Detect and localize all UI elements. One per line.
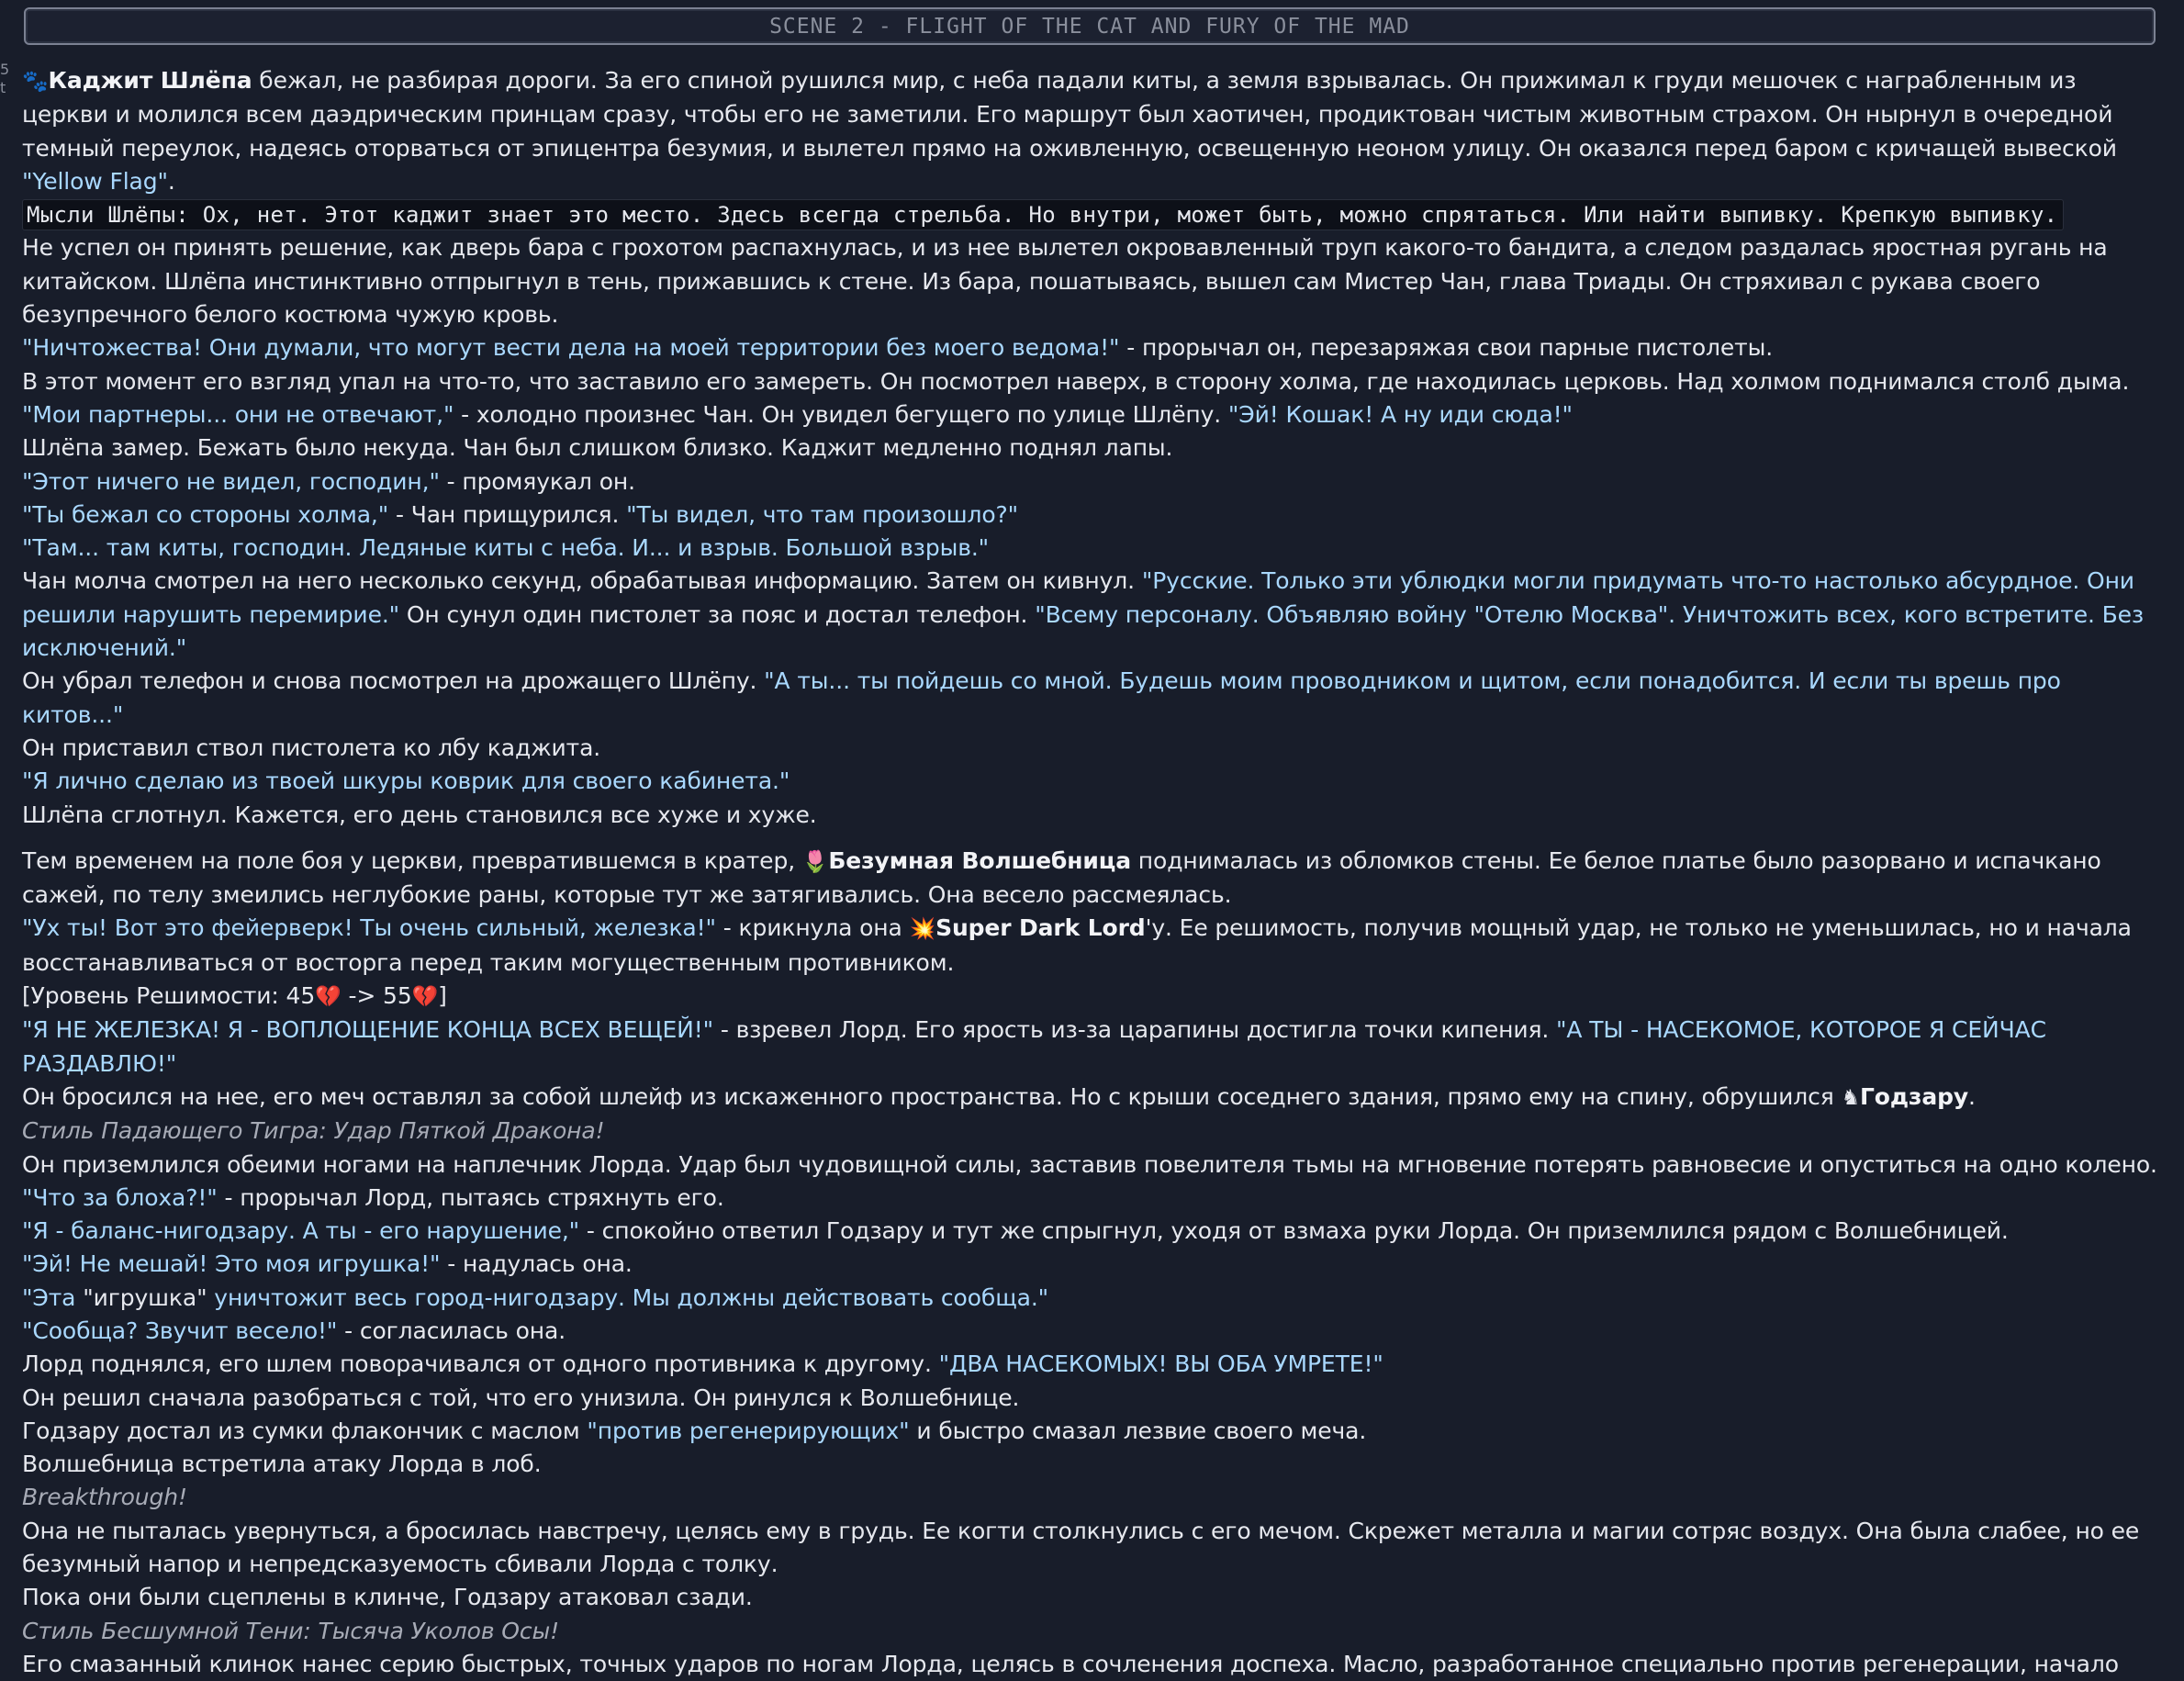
narration: - промяукал он. [439, 467, 635, 495]
technique-line: Стиль Падающего Тигра: Удар Пяткой Дракона! [22, 1117, 605, 1145]
narration-line: Он решил сначала разобраться с той, что его унизила. Он ринулся к Волшебнице. [22, 1384, 1020, 1411]
dialogue-line [22, 1348, 2159, 1381]
narration: Он бросился на нее, его меч оставлял за собой шлейф из искаженного пространства. Но с крыши соседнего здания, прямо ему на спину, обрушился [22, 1082, 1842, 1110]
narration: - надулась она. [440, 1250, 633, 1278]
dialogue: "Мои партнеры... они не отвечают," [22, 400, 454, 428]
dialogue-line [22, 912, 2159, 980]
narration-paragraph: Не успел он принять решение, как дверь бара с грохотом распахнулась, и из нее вылетел окровавленный труп какого-то бандита, а следом раздалась яростная ругань на китайском. Шлёпа инстинктивно отпрыгнул в тень, прижавшись к стене. Из бара, пошатываясь, вышел сам Мистер Чан, глава Триады. Он стряхивал с рукава своего безупречного белого костюма чужую кровь. [22, 234, 2108, 329]
technique-line: Стиль Бесшумной Тени: Тысяча Уколов Осы! [22, 1617, 559, 1644]
dialogue: "Эй! Кошак! А ну иди сюда!" [1227, 400, 1573, 428]
narration: бежал, не разбирая дороги. За его спиной рушился мир, с неба падали киты, а земля взрывалась. Он прижимал к груди мешочек с награбленным из церкви и молился всем даэдрическим принцам сразу, чтобы его не заметили. Его маршрут был хаотичен, продиктован чистым животным страхом. Он нырнул в очередной темный переулок, надеясь оторваться от эпицентра безумия, и вылетел прямо на оживленную, освещенную неоном улицу. Он оказался перед баром с кричащей вывеской [22, 67, 2117, 162]
broken-heart-icon: 💔 [411, 985, 439, 1010]
character-name: Super Dark Lord [935, 914, 1146, 942]
paw-icon: 🐾 [22, 70, 49, 94]
narration-line: Шлёпа замер. Бежать было некуда. Чан был слишком близко. Каджит медленно поднял лапы. [22, 434, 1173, 462]
dialogue: "Русские. Только эти ублюдки могли придумать что-то настолько абсурдное. Они решили нарушить перемирие." [22, 567, 2134, 628]
narration-line: Он приземлился обеими ногами на наплечник Лорда. Удар был чудовищной силы, заставив повелителя тьмы на мгновение потерять равновесие и опуститься на одно колено. [22, 1150, 2157, 1178]
gutter-marks [0, 61, 10, 116]
narration-line: Пока они были сцеплены в клинче, Годзару атаковал сзади. [22, 1584, 753, 1611]
dialogue-line [22, 565, 2159, 665]
dialogue-line [22, 1215, 2159, 1248]
narration-paragraph [22, 845, 2159, 913]
narration: 'у. Ее решимость, получив мощный удар, не только не уменьшилась, но и начала восстанавливаться от восторга перед таким могущественным противником. [22, 914, 2132, 976]
narration: Лорд поднялся, его шлем поворачивался от одного противника к другому. [22, 1350, 939, 1378]
dialogue: "А ТЫ - НАСЕКОМОЕ, КОТОРОЕ Я СЕЙЧАС РАЗДАВЛЮ!" [22, 1016, 2046, 1077]
narration: - согласилась она. [337, 1317, 566, 1344]
dialogue: "Ничтожества! Они думали, что могут вести дела на моей территории без моего ведома!" [22, 334, 1120, 362]
dialogue-line [22, 1315, 2159, 1348]
dialogue-line [22, 331, 2159, 364]
dialogue: "Сообща? Звучит весело!" [22, 1317, 338, 1344]
narration-line: Шлёпа сглотнул. Кажется, его день становился все хуже и хуже. [22, 801, 817, 828]
narration: - прорычал он, перезаряжая свои парные пистолеты. [1119, 334, 1774, 362]
thought-line [22, 198, 2159, 231]
narration: Он убрал телефон и снова посмотрел на дрожащего Шлёпу. [22, 667, 765, 695]
character-thought: Мысли Шлёпы: Ох, нет. Этот каджит знает это место. Здесь всегда стрельба. Но внутри, может быть, можно спрятаться. Или найти выпивку. Крепкую выпивку. [22, 199, 2064, 230]
dialogue: "Эй! Не мешай! Это моя игрушка!" [22, 1250, 441, 1278]
narration-line: Волшебница встретила атаку Лорда в лоб. [22, 1451, 542, 1478]
narration-line: В этот момент его взгляд упал на что-то, что заставило его замереть. Он посмотрел наверх, в сторону холма, где находилась церковь. Над холмом поднимался столб дыма. [22, 367, 2130, 395]
narration: Он сунул один пистолет за пояс и достал телефон. [399, 600, 1036, 628]
dialogue: "Я НЕ ЖЕЛЕЗКА! Я - ВОПЛОЩЕНИЕ КОНЦА ВСЕХ ВЕЩЕЙ!" [22, 1016, 714, 1044]
dialogue: "Ты видел, что там произошло?" [626, 500, 1019, 528]
resolve-status [22, 980, 2159, 1014]
dialogue-line [22, 765, 2159, 798]
narration: . [167, 167, 175, 195]
dialogue: "Я лично сделаю из твоей шкуры коврик для своего кабинета." [22, 768, 790, 795]
dialogue-line [22, 465, 2159, 499]
dialogue: "Ух ты! Вот это фейерверк! Ты очень сильный, железка!" [22, 914, 716, 942]
dialogue: "А ты... ты пойдешь со мной. Будешь моим проводником и щитом, если понадобится. И если ты врешь про китов..." [22, 667, 2061, 728]
dialogue: уничтожит весь город-нигодзару. Мы должны действовать сообща." [207, 1283, 1049, 1311]
dialogue: "Всему персоналу. Объявляю войну "Отелю Москва". Уничтожить всех, кого встретите. Без исключений." [22, 600, 2145, 662]
narration: и быстро смазал лезвие своего меча. [909, 1417, 1367, 1444]
quoted-text: "Yellow Flag" [22, 167, 168, 195]
dialogue: "Там... там киты, господин. Ледяные киты с неба. И... и взрыв. Большой взрыв." [22, 534, 990, 562]
character-name: Каджит Шлёпа [48, 67, 252, 94]
character-name: Безумная Волшебница [828, 846, 1131, 874]
dialogue-line [22, 532, 2159, 565]
gutter-mark: 5 [0, 61, 10, 78]
dialogue: "ДВА НАСЕКОМЫХ! ВЫ ОБА УМРЕТЕ!" [938, 1350, 1383, 1378]
narration: поднималась из обломков стены. Ее белое платье было разорвано и испачкано сажей, по телу змеились неглубокие раны, которые тут же затягивались. Она весело рассмеялась. [22, 846, 2101, 909]
dialogue: "Что за блоха?!" [22, 1183, 218, 1211]
dialogue-line [22, 1282, 2159, 1315]
narration: . [1968, 1082, 1976, 1110]
narration: - Чан прищурился. [388, 500, 627, 528]
resolve-end: ] [438, 982, 447, 1010]
narration: "игрушка" [83, 1283, 207, 1311]
character-name: Годзару [1860, 1082, 1969, 1110]
narration-line: Она не пыталась увернуться, а бросилась навстречу, целясь ему в грудь. Ее когти столкнулись с его мечом. Скрежет металла и магии сотряс воздух. Она была слабее, но ее безумный напор и непредсказуемость сбивали Лорда с толку. [22, 1517, 2140, 1578]
dialogue-line [22, 398, 2159, 431]
narration: Тем временем на поле боя у церкви, превратившемся в кратер, [22, 846, 802, 874]
dialogue: "Я - баланс-нигодзару. А ты - его нарушение," [22, 1217, 580, 1245]
scene-title: SCENE 2 - FLIGHT OF THE CAT AND FURY OF THE MAD [769, 14, 1410, 39]
resolve-change: -> 55 [341, 982, 412, 1010]
narration: - взревел Лорд. Его ярость из-за царапины достигла точки кипения. [713, 1016, 1557, 1044]
narration-line: Его смазанный клинок нанес серию быстрых, точных ударов по ногам Лорда, целясь в сочленения доспеха. Масло, разработанное специально против регенерации, начало [22, 1650, 2119, 1677]
knight-icon: ♞ [1841, 1085, 1860, 1110]
explosion-icon: 💥 [909, 917, 936, 942]
narration-line [22, 1415, 2159, 1448]
narration: - крикнула она [715, 914, 910, 942]
narration: Годзару достал из сумки флакончик с маслом [22, 1417, 588, 1444]
dialogue: "Этот ничего не видел, господин," [22, 467, 440, 495]
narration-line: Он приставил ствол пистолета ко лбу каджита. [22, 734, 601, 761]
dialogue-line [22, 1182, 2159, 1215]
narration: Чан молча смотрел на него несколько секунд, обрабатывая информацию. Затем он кивнул. [22, 567, 1142, 595]
narration-line [22, 1081, 2159, 1115]
tulip-icon: 🌷 [801, 849, 829, 874]
dialogue-line [22, 1248, 2159, 1281]
narration-paragraph [22, 64, 2159, 198]
scene-header [24, 7, 2156, 45]
narration: - прорычал Лорд, пытаясь стряхнуть его. [217, 1183, 724, 1211]
story-text [22, 64, 2159, 1677]
resolve-label: [Уровень Решимости: 45 [22, 982, 316, 1010]
broken-heart-icon: 💔 [315, 985, 342, 1010]
dialogue-line [22, 499, 2159, 532]
gutter-mark: t [0, 79, 6, 96]
quoted-text: "против регенерирующих" [587, 1417, 910, 1444]
dialogue: "Эта [22, 1283, 84, 1311]
dialogue-line [22, 665, 2159, 732]
technique-line: Breakthrough! [22, 1484, 187, 1511]
narration: - спокойно ответил Годзару и тут же спрыгнул, уходя от взмаха руки Лорда. Он приземлился рядом с Волшебницей. [579, 1217, 2009, 1245]
narration: - холодно произнес Чан. Он увидел бегущего по улице Шлёпу. [454, 400, 1228, 428]
paragraph-gap [22, 832, 2159, 845]
dialogue: "Ты бежал со стороны холма," [22, 500, 389, 528]
dialogue-line [22, 1014, 2159, 1081]
